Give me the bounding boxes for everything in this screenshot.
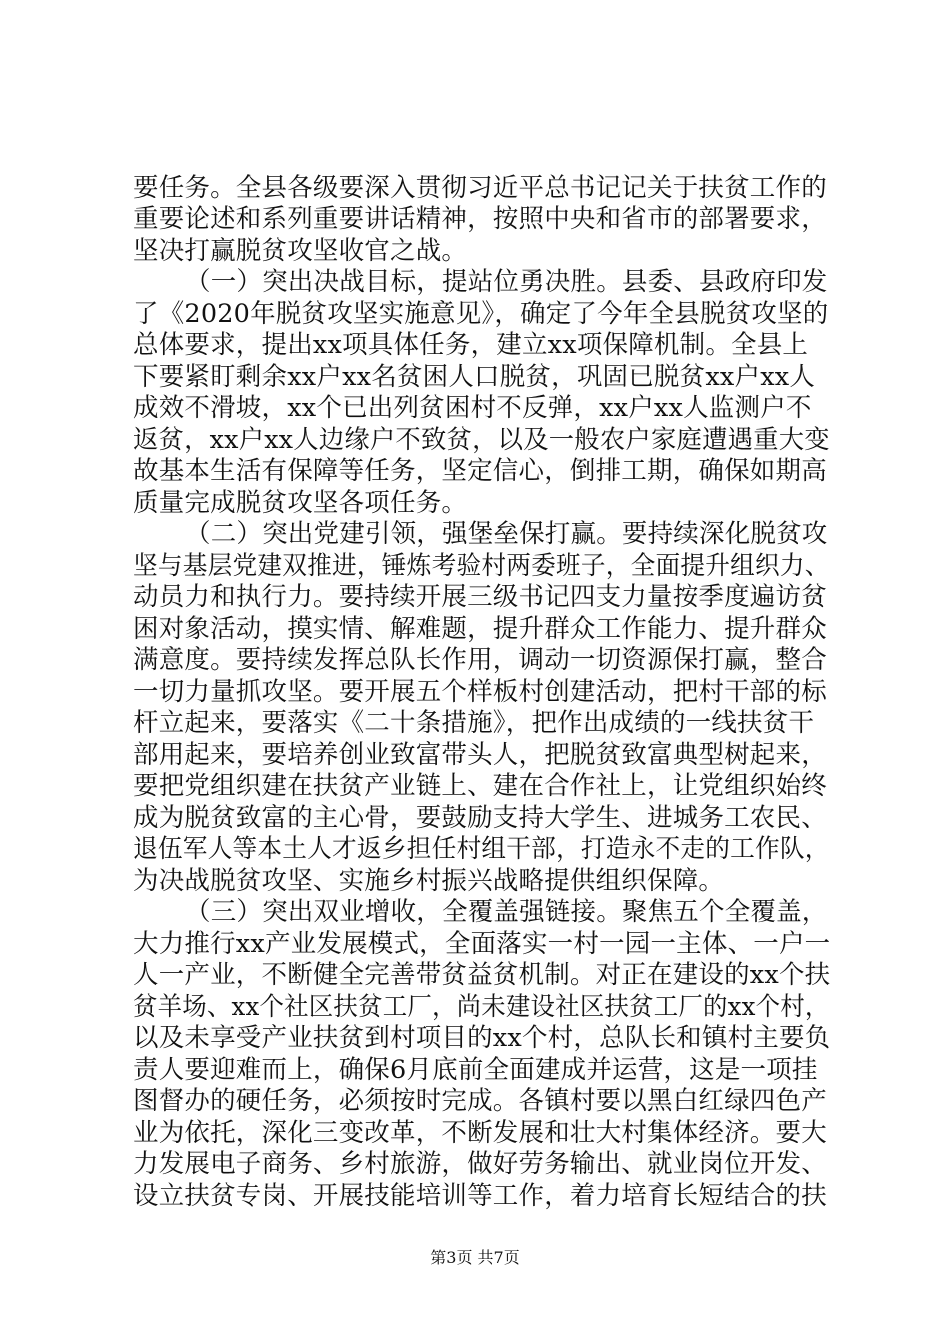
text-line-31: 业为依托，深化三变改革，不断发展和壮大村集体经济。要大 xyxy=(133,1118,827,1148)
text-line-10: 故基本生活有保障等任务，坚定信心，倒排工期，确保如期高 xyxy=(133,456,827,486)
text-line-33: 设立扶贫专岗、开展技能培训等工作，着力培育长短结合的扶 xyxy=(133,1181,827,1211)
text-line-8: 成效不滑坡，xx个已出列贫困村不反弹，xx户xx人监测户不 xyxy=(133,393,812,423)
text-line-27: 贫羊场、xx个社区扶贫工厂，尚未建设社区扶贫工厂的xx个村， xyxy=(133,992,830,1022)
text-line-13: 坚与基层党建双推进，锤炼考验村两委班子，全面提升组织力、 xyxy=(133,551,830,581)
text-line-1: 要任务。全县各级要深入贯彻习近平总书记记关于扶贫工作的 xyxy=(133,173,827,203)
text-line-32: 力发展电子商务、乡村旅游，做好劳务输出、就业岗位开发、 xyxy=(133,1149,827,1179)
text-line-5: 了《2020年脱贫攻坚实施意见》，确定了今年全县脱贫攻坚的 xyxy=(133,299,829,329)
text-line-2: 重要论述和系列重要讲话精神，按照中央和省市的部署要求， xyxy=(133,204,827,234)
text-line-17: 一切力量抓攻坚。要开展五个样板村创建活动，把村干部的标 xyxy=(133,677,827,707)
text-line-16: 满意度。要持续发挥总队长作用，调动一切资源保打赢，整合 xyxy=(133,645,827,675)
text-line-19: 部用起来，要培养创业致富带头人，把脱贫致富典型树起来， xyxy=(133,740,827,770)
text-line-22: 退伍军人等本土人才返乡担任村组干部，打造永不走的工作队， xyxy=(133,834,830,864)
text-line-9: 返贫，xx户xx人边缘户不致贫，以及一般农户家庭遭遇重大变 xyxy=(133,425,830,455)
text-line-14: 动员力和执行力。要持续开展三级书记四支力量按季度遍访贫 xyxy=(133,582,827,612)
text-line-23: 为决战脱贫攻坚、实施乡村振兴战略提供组织保障。 xyxy=(133,866,725,896)
text-line-6: 总体要求，提出xx项具体任务，建立xx项保障机制。全县上 xyxy=(133,330,809,360)
text-line-20: 要把党组织建在扶贫产业链上、建在合作社上，让党组织始终 xyxy=(133,771,827,801)
text-line-26: 人一产业，不断健全完善带贫益贫机制。对正在建设的xx个扶 xyxy=(133,960,831,990)
text-line-11: 质量完成脱贫攻坚各项任务。 xyxy=(133,488,468,518)
text-line-18: 杆立起来，要落实《二十条措施》，把作出成绩的一线扶贫干 xyxy=(133,708,815,738)
page-number-footer: 第3页 共7页 xyxy=(430,1248,520,1267)
text-line-3: 坚决打赢脱贫攻坚收官之战。 xyxy=(133,236,468,266)
text-line-15: 困对象活动，摸实情、解难题，提升群众工作能力、提升群众 xyxy=(133,614,827,644)
text-line-30: 图督办的硬任务，必须按时完成。各镇村要以黑白红绿四色产 xyxy=(133,1086,827,1116)
paragraph-2-line-1: （二）突出党建引领，强堡垒保打赢。要持续深化脱贫攻 xyxy=(185,519,828,549)
text-line-28: 以及未享受产业扶贫到村项目的xx个村，总队长和镇村主要负 xyxy=(133,1023,831,1053)
text-line-29: 责人要迎难而上，确保6月底前全面建成并运营，这是一项挂 xyxy=(133,1055,818,1085)
text-line-7: 下要紧盯剩余xx户xx名贫困人口脱贫，巩固已脱贫xx户xx人 xyxy=(133,362,816,392)
paragraph-3-line-1: （三）突出双业增收，全覆盖强链接。聚焦五个全覆盖， xyxy=(185,897,828,927)
paragraph-1-line-1: （一）突出决战目标，提站位勇决胜。县委、县政府印发 xyxy=(185,267,828,297)
text-line-25: 大力推行xx产业发展模式，全面落实一村一园一主体、一户一 xyxy=(133,929,831,959)
text-line-21: 成为脱贫致富的主心骨，要鼓励支持大学生、进城务工农民、 xyxy=(133,803,827,833)
